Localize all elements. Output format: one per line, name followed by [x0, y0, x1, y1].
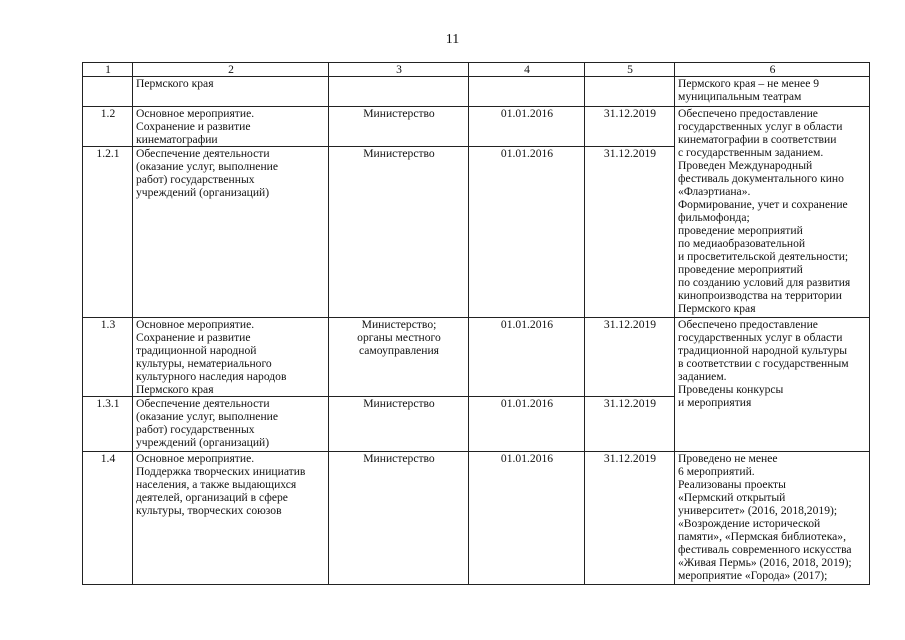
activity-name: Основное мероприятие. Сохранение и развитие традиционной народной культуры, нематериального культурного наследия народов Пермского края: [133, 318, 329, 397]
header-cell-4: 4: [469, 63, 585, 77]
end-date: 31.12.2019: [585, 452, 675, 585]
executor: Министерство: [329, 397, 469, 452]
start-date: 01.01.2016: [469, 318, 585, 397]
page-number: 11: [445, 32, 460, 47]
end-date: 31.12.2019: [585, 147, 675, 318]
header-cell-2: 2: [133, 63, 329, 77]
header-row: [83, 63, 870, 77]
header-cell-1: 1: [83, 63, 133, 77]
row-number: 1.3.1: [83, 397, 133, 452]
start-date: 01.01.2016: [469, 147, 585, 318]
program-activities-table: [82, 62, 870, 585]
table-row: [83, 318, 870, 397]
expected-result: Пермского края – не менее 9 муниципальным театрам: [675, 77, 870, 107]
start-date: [469, 77, 585, 107]
end-date: [585, 77, 675, 107]
start-date: 01.01.2016: [469, 397, 585, 452]
row-number: 1.2.1: [83, 147, 133, 318]
table-row: [83, 77, 870, 107]
executor: Министерство: [329, 147, 469, 318]
expected-result-folk-culture: Обеспечено предоставление государственных услуг в области традиционной народной культуры в соответствии с государственным заданием. Проведены конкурсы и мероприятия: [675, 318, 870, 452]
header-cell-5: 5: [585, 63, 675, 77]
table-row: [83, 452, 870, 585]
start-date: 01.01.2016: [469, 107, 585, 147]
executor: Министерство; органы местного самоуправления: [329, 318, 469, 397]
expected-result: Проведено не менее 6 мероприятий. Реализованы проекты «Пермский открытый университет» (2016, 2018,2019); «Возрождение исторической памяти», «Пермская библиотека», фестиваль современного искусства «Живая Пермь» (2016, 2018, 2019); мероприятие «Города» (2017);: [675, 452, 870, 585]
activity-name: Обеспечение деятельности (оказание услуг, выполнение работ) государственных учреждений (организаций): [133, 147, 329, 318]
activity-name: Основное мероприятие. Поддержка творческих инициатив населения, а также выдающихся деятелей, организаций в сфере культуры, творческих союзов: [133, 452, 329, 585]
activity-name: Пермского края: [133, 77, 329, 107]
row-number: 1.3: [83, 318, 133, 397]
row-number: 1.4: [83, 452, 133, 585]
end-date: 31.12.2019: [585, 107, 675, 147]
row-number: [83, 77, 133, 107]
executor: Министерство: [329, 452, 469, 585]
header-cell-6: 6: [675, 63, 870, 77]
expected-result-cinema: Обеспечено предоставление государственных услуг в области кинематографии в соответствии с государственным заданием. Проведен Международный фестиваль документального кино «Флаэртиана». Формирование, учет и сохранение фильмофонда; проведение мероприятий по медиаобразовательной и просветительской деятельности; проведение мероприятий по созданию условий для развития кинопроизводства на территории Пермского края: [675, 107, 870, 318]
activity-name: Основное мероприятие. Сохранение и развитие кинематографии: [133, 107, 329, 147]
executor: Министерство: [329, 107, 469, 147]
end-date: 31.12.2019: [585, 318, 675, 397]
row-number: 1.2: [83, 107, 133, 147]
table-row: [83, 107, 870, 147]
end-date: 31.12.2019: [585, 397, 675, 452]
executor: [329, 77, 469, 107]
activity-name: Обеспечение деятельности (оказание услуг, выполнение работ) государственных учреждений (организаций): [133, 397, 329, 452]
start-date: 01.01.2016: [469, 452, 585, 585]
header-cell-3: 3: [329, 63, 469, 77]
